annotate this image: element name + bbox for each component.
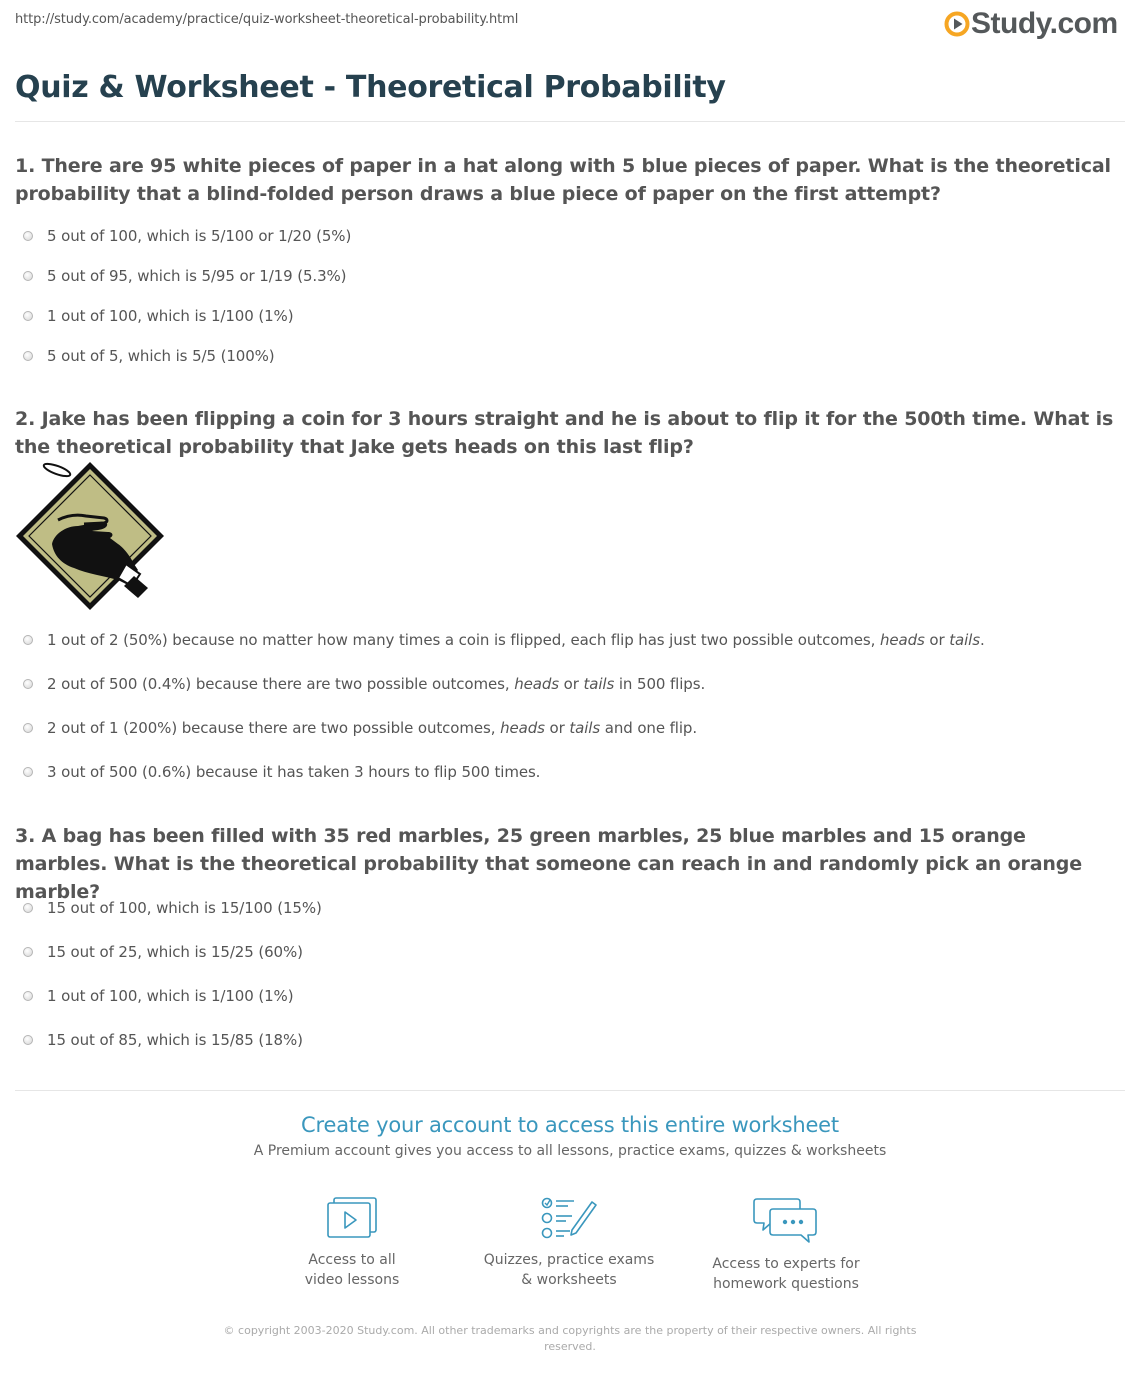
create-account-link[interactable]: Create your account to access this entire worksheet xyxy=(301,1113,839,1137)
copyright-line: reserved. xyxy=(544,1340,596,1353)
question-1: 1. There are 95 white pieces of paper in a hat along with 5 blue pieces of paper. What is the theoretical probability that a blind-folded person draws a blue piece of paper on the first attempt? xyxy=(15,155,1111,205)
radio-button[interactable] xyxy=(23,271,33,281)
quiz-list-icon xyxy=(540,1196,598,1240)
radio-button[interactable] xyxy=(23,311,33,321)
radio-button[interactable] xyxy=(23,723,33,733)
study-logo[interactable] xyxy=(944,6,1118,42)
answer-option[interactable] xyxy=(23,896,322,920)
answer-option[interactable] xyxy=(23,760,540,784)
answer-text: 15 out of 25, which is 15/25 (60%) xyxy=(47,943,303,961)
page-url: http://study.com/academy/practice/quiz-worksheet-theoretical-probability.html xyxy=(15,12,519,27)
radio-button[interactable] xyxy=(23,679,33,689)
copyright-notice xyxy=(215,1323,925,1355)
feature-label-line: Access to experts for xyxy=(712,1256,860,1272)
answer-option[interactable] xyxy=(23,344,275,368)
logo-text: Study.com xyxy=(971,7,1118,40)
feature-label-line: homework questions xyxy=(713,1276,859,1292)
radio-button[interactable] xyxy=(23,1035,33,1045)
page-title: Quiz & Worksheet - Theoretical Probability xyxy=(15,70,726,105)
title-divider xyxy=(15,121,1125,122)
answer-text: 3 out of 500 (0.6%) because it has taken 3 hours to flip 500 times. xyxy=(47,763,541,781)
answer-text: 5 out of 100, which is 5/100 or 1/20 (5%) xyxy=(47,227,352,245)
answer-option[interactable] xyxy=(23,984,293,1008)
feature-label-line: video lessons xyxy=(304,1272,400,1288)
answer-text: 15 out of 85, which is 15/85 (18%) xyxy=(47,1031,303,1049)
radio-button[interactable] xyxy=(23,635,33,645)
feature-label-line: & worksheets xyxy=(521,1272,617,1288)
cta-divider xyxy=(15,1090,1125,1091)
radio-button[interactable] xyxy=(23,947,33,957)
radio-button[interactable] xyxy=(23,991,33,1001)
answer-option[interactable] xyxy=(23,304,293,328)
radio-button[interactable] xyxy=(23,767,33,777)
copyright-line: © copyright 2003-2020 Study.com. All other trademarks and copyrights are the property of their respective owners. All rights xyxy=(223,1324,917,1337)
answer-text: 2 out of 1 (200%) because there are two possible outcomes, heads or tails and one flip. xyxy=(47,719,698,737)
radio-button[interactable] xyxy=(23,231,33,241)
feature-quizzes xyxy=(469,1196,669,1290)
answer-text: 15 out of 100, which is 15/100 (15%) xyxy=(47,899,322,917)
radio-button[interactable] xyxy=(23,351,33,361)
answer-option[interactable] xyxy=(23,672,705,696)
question-3: 3. A bag has been filled with 35 red marbles, 25 green marbles, 25 blue marbles and 15 orange marbles. What is the theoretical probability that someone can reach in and randomly pick an orange marble? xyxy=(15,825,1082,903)
chat-bubbles-icon xyxy=(753,1196,819,1244)
answer-text: 1 out of 100, which is 1/100 (1%) xyxy=(47,307,294,325)
answer-text: 1 out of 2 (50%) because no matter how many times a coin is flipped, each flip has just two possible outcomes, heads or tails. xyxy=(47,631,985,649)
answer-option[interactable] xyxy=(23,264,346,288)
answer-text: 2 out of 500 (0.4%) because there are two possible outcomes, heads or tails in 500 flips. xyxy=(47,675,706,693)
answer-text: 5 out of 95, which is 5/95 or 1/19 (5.3%) xyxy=(47,267,347,285)
feature-experts xyxy=(686,1196,886,1294)
answer-option[interactable] xyxy=(23,1028,303,1052)
feature-label-line: Access to all xyxy=(308,1252,396,1268)
feature-label-line: Quizzes, practice exams xyxy=(483,1252,655,1268)
answer-option[interactable] xyxy=(23,940,303,964)
feature-video-lessons xyxy=(252,1196,452,1290)
answer-option[interactable] xyxy=(23,224,351,248)
cta-subtitle: A Premium account gives you access to all lessons, practice exams, quizzes & worksheets xyxy=(253,1143,887,1159)
answer-text: 1 out of 100, which is 1/100 (1%) xyxy=(47,987,294,1005)
answer-option[interactable] xyxy=(23,716,697,740)
coin-toss-sign-illustration xyxy=(14,460,166,612)
answer-text: 5 out of 5, which is 5/5 (100%) xyxy=(47,347,275,365)
video-lessons-icon xyxy=(325,1196,379,1240)
answer-option[interactable] xyxy=(23,628,985,652)
play-circle-icon xyxy=(944,11,970,37)
radio-button[interactable] xyxy=(23,903,33,913)
question-2: 2. Jake has been flipping a coin for 3 hours straight and he is about to flip it for the 500th time. What is the theoretical probability that Jake gets heads on this last flip? xyxy=(15,408,1114,458)
